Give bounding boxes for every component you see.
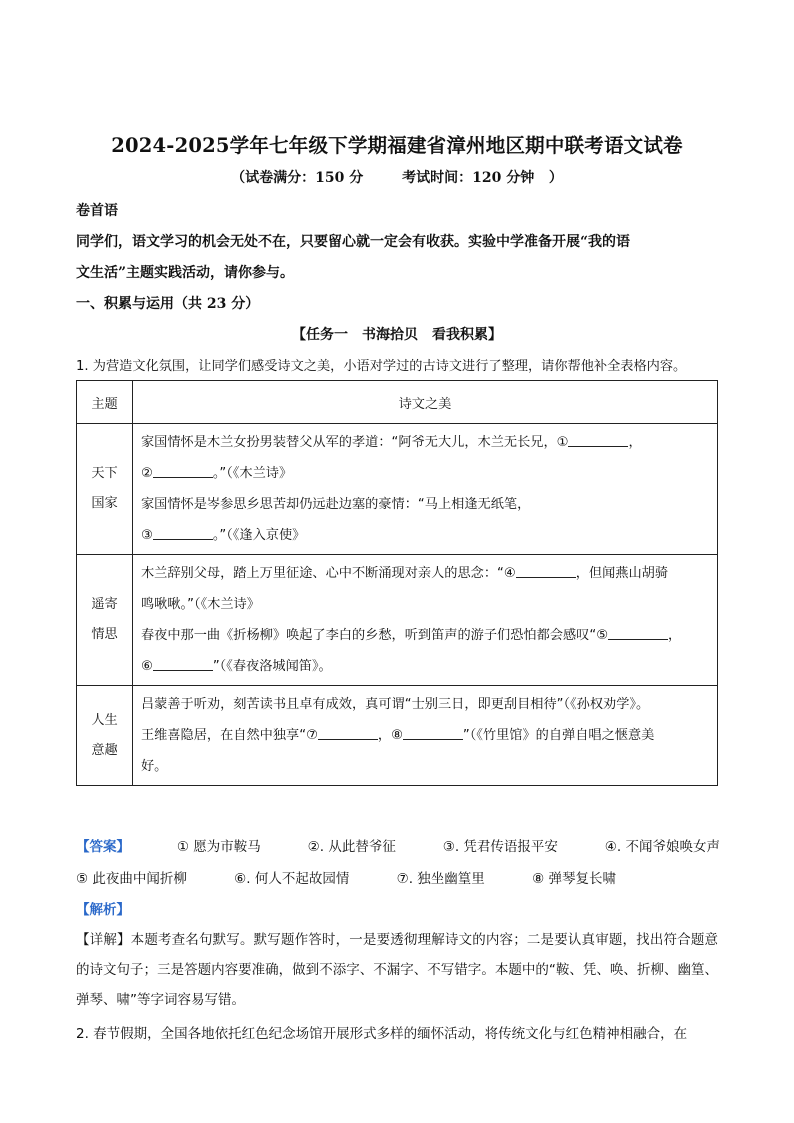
line-text: 春夜中那一曲《折杨柳》唤起了李白的乡愁，听到笛声的游子们恐怕都会感叹“⑤ <box>141 628 609 643</box>
preface-line-2: 文生活”主题实践活动，请你参与。 <box>76 265 295 281</box>
answer-blank[interactable] <box>153 525 213 540</box>
line-text: 。”（《逢入京使》 <box>212 528 306 543</box>
line-text: ”（《竹里馆》的自弹自唱之惬意美 <box>462 728 655 743</box>
row-topic <box>77 424 133 555</box>
table-row <box>77 686 718 786</box>
content-line <box>141 458 709 489</box>
line-text: ， <box>628 435 642 450</box>
answer-blank[interactable] <box>153 463 213 478</box>
answer-item: ⑤ 此夜曲中闻折柳 <box>76 871 187 887</box>
line-text: 。”（《木兰诗》 <box>212 466 293 481</box>
table-header-content: 诗文之美 <box>133 381 718 424</box>
line-text: ， <box>668 628 682 643</box>
topic-text: 天下国家 <box>91 466 118 511</box>
detail-paragraph: 【详解】本题考查名句默写。默写题作答时，一是要透彻理解诗文的内容；二是要认真审题，找出符合题意的诗文句子；三是答题内容要准确，做到不添字、不漏字、不写错字。本题中的“鞍、凭、唤、折柳、幽篁、弹琴、啸”等字词容易写错。 <box>76 932 718 1008</box>
line-text: 鸣啾啾。”（《木兰诗》 <box>141 597 260 612</box>
answer-item: ④. 不闻爷娘唤女声 <box>604 839 720 855</box>
content-line <box>141 520 709 551</box>
line-text: ，但闻燕山胡骑 <box>575 566 669 581</box>
line-text: 家国情怀是木兰女扮男装替父从军的孝道：“阿爷无大儿，木兰无长兄，① <box>141 435 569 450</box>
line-text: 王维喜隐居，在自然中独享“⑦ <box>141 728 318 743</box>
row-content <box>133 555 718 686</box>
line-text: ③ <box>141 528 153 543</box>
content-line <box>141 751 709 782</box>
content-line <box>141 620 709 651</box>
exam-subtitle: （试卷满分：150 分 考试时间：120 分钟 ） <box>231 170 563 186</box>
analysis-label: 【解析】 <box>76 902 130 918</box>
topic-text: 遥寄情思 <box>91 597 118 642</box>
line-text: 好。 <box>141 759 168 774</box>
preface-label: 卷首语 <box>76 203 118 219</box>
answer-blank[interactable] <box>608 625 668 640</box>
topic-text: 人生意趣 <box>91 712 118 758</box>
question-2: 2. 春节假期，全国各地依托红色纪念场馆开展形式多样的缅怀活动，将传统文化与红色精神相融合，在 <box>76 1026 688 1042</box>
content-line <box>141 720 709 751</box>
answer-item: ① 愿为市鞍马 <box>176 839 261 855</box>
exam-title: 2024-2025学年七年级下学期福建省漳州地区期中联考语文试卷 <box>111 134 683 157</box>
section-heading: 一、积累与运用（共 23 分） <box>76 296 260 312</box>
line-text: ⑥ <box>141 659 153 674</box>
content-line <box>141 558 709 589</box>
answer-blank[interactable] <box>403 725 463 740</box>
row-content <box>133 686 718 786</box>
answer-item: ③. 凭君传语报平安 <box>442 839 558 855</box>
answer-blank[interactable] <box>568 432 628 447</box>
preface-line-1: 同学们，语文学习的机会无处不在，只要留心就一定会有收获。实验中学准备开展“我的语 <box>76 234 631 250</box>
row-topic <box>77 686 133 786</box>
content-line <box>141 651 709 682</box>
content-line <box>141 689 709 720</box>
line-text: 木兰辞别父母，踏上万里征途、心中不断涌现对亲人的思念：“④ <box>141 566 516 581</box>
content-line <box>141 427 709 458</box>
row-content <box>133 424 718 555</box>
answer-item: ⑥. 何人不起故园情 <box>234 871 350 887</box>
task-heading: 【任务一 书海拾贝 看我积累】 <box>292 327 502 343</box>
line-text: 家国情怀是岑参思乡思苦却仍远赴边塞的豪情：“马上相逢无纸笔， <box>141 497 531 512</box>
answer-item: ②. 从此替爷征 <box>307 839 396 855</box>
answer-blank[interactable] <box>153 656 213 671</box>
question-1: 1. 为营造文化氛围，让同学们感受诗文之美，小语对学过的古诗文进行了整理，请你帮他补全表格内容。 <box>76 359 687 374</box>
line-text: ② <box>141 466 153 481</box>
answer-blank[interactable] <box>318 725 378 740</box>
table-row <box>77 424 718 555</box>
content-line <box>141 489 709 520</box>
table-header-row <box>77 381 718 424</box>
row-topic <box>77 555 133 686</box>
answer-blank[interactable] <box>516 563 576 578</box>
answer-item: ⑧ 弹琴复长啸 <box>532 871 616 887</box>
answers-row-1 <box>76 835 720 855</box>
table-header-topic: 主题 <box>77 381 133 424</box>
answer-item: ⑦. 独坐幽篁里 <box>396 871 485 887</box>
answer-label: 【答案】 <box>76 839 130 855</box>
content-line <box>141 589 709 620</box>
poem-table <box>76 380 718 786</box>
answers-row-2 <box>76 867 616 887</box>
table-row <box>77 555 718 686</box>
line-text: ”（《春夜洛城闻笛》。 <box>212 659 332 674</box>
line-text: ，⑧ <box>377 728 403 743</box>
line-text: 吕蒙善于听劝，刻苦读书且卓有成效，真可谓“士别三日，即更刮目相待”（《孙权劝学》。 <box>141 697 650 712</box>
